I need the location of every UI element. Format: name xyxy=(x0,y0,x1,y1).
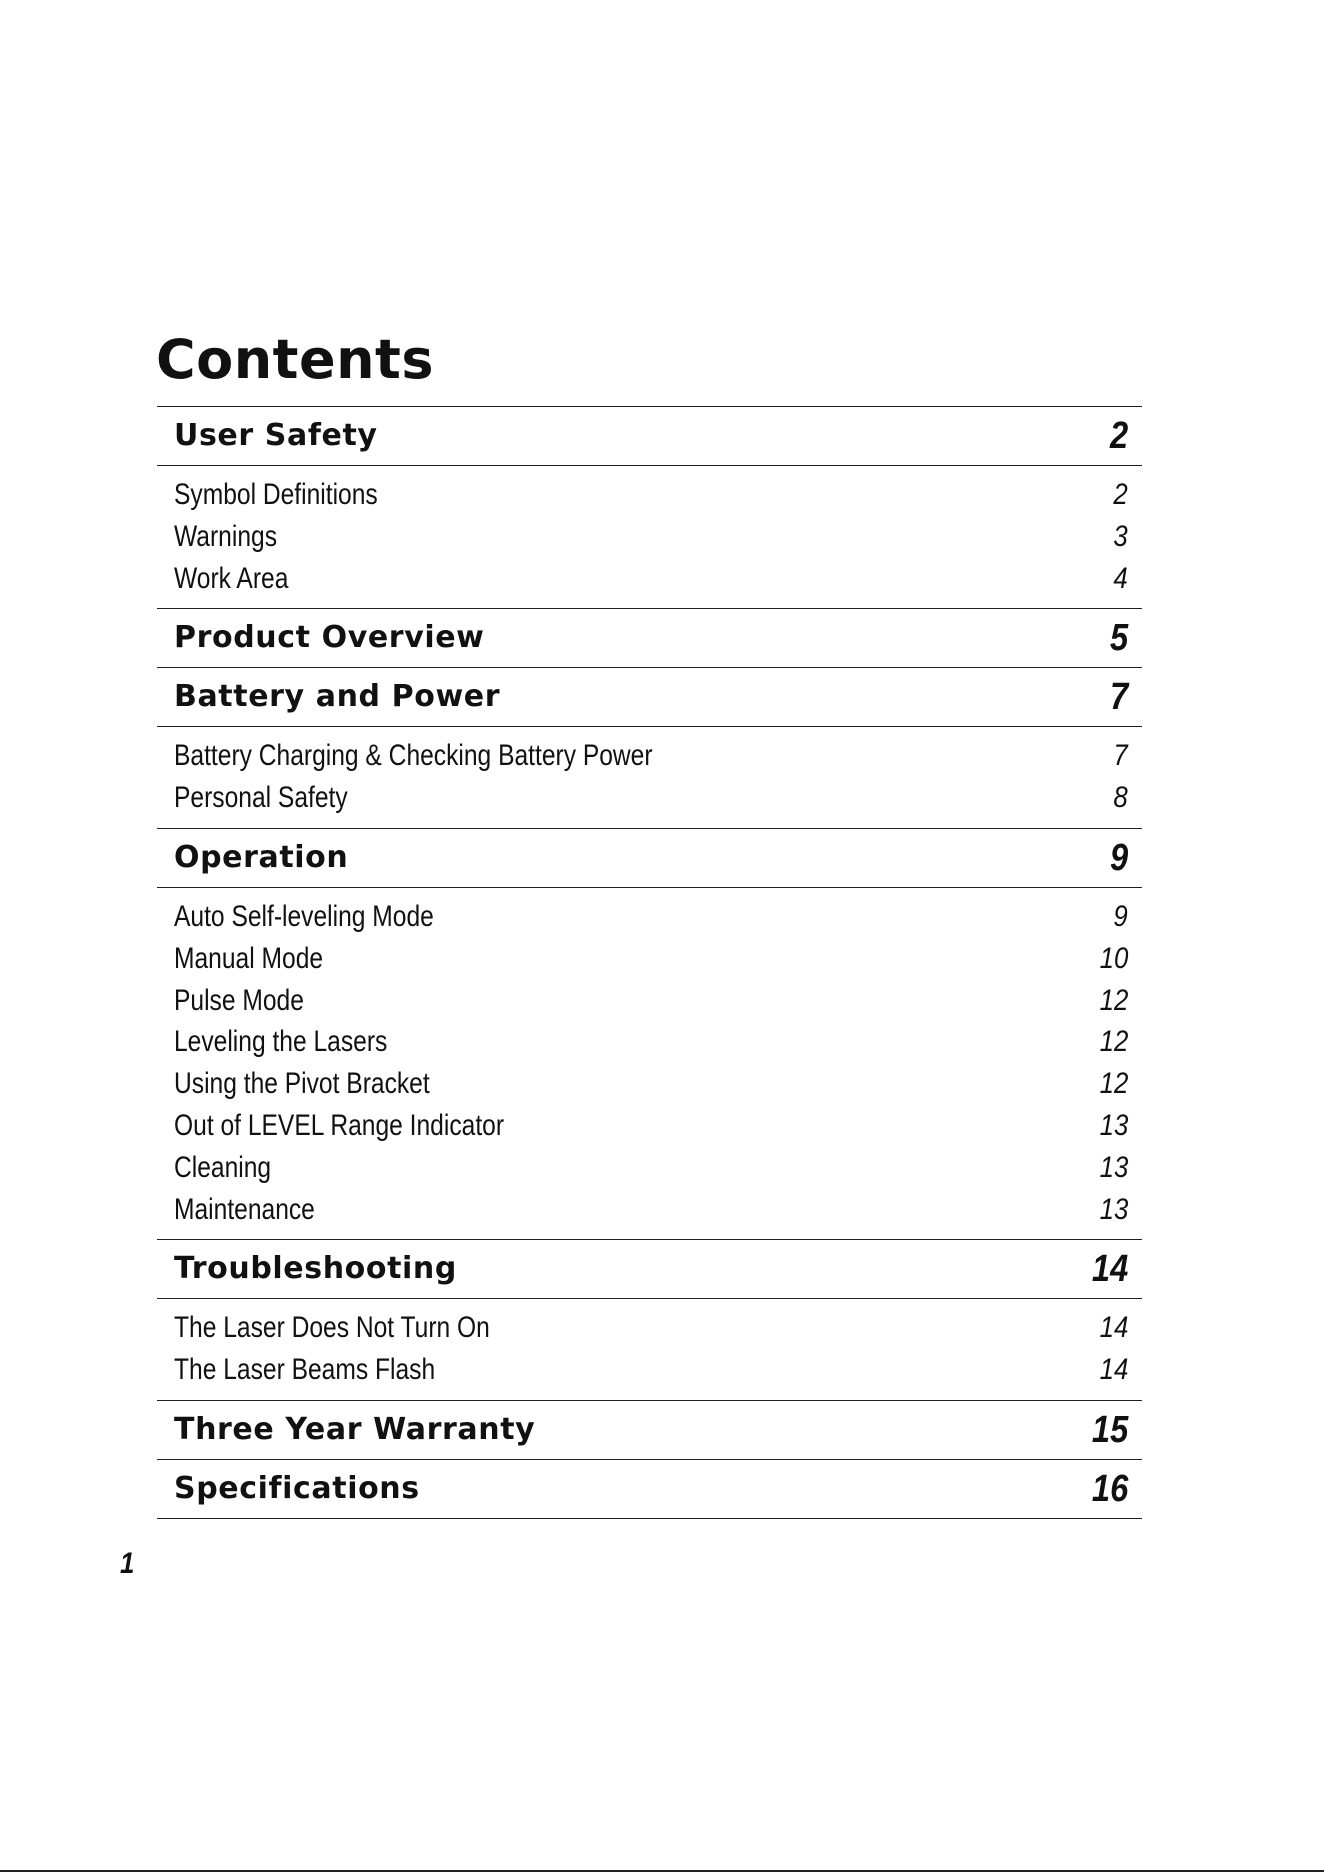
toc-entry-page-number: 10 xyxy=(1099,941,1128,975)
toc-section-heading[interactable] xyxy=(157,407,1142,465)
toc-entry-page-number: 14 xyxy=(1099,1353,1128,1387)
toc-section-heading[interactable] xyxy=(157,668,1142,726)
toc-entry-page-number: 2 xyxy=(1113,478,1128,511)
toc-section-page-number: 2 xyxy=(1109,415,1128,457)
table-of-contents xyxy=(157,406,1142,1519)
toc-section-title: Troubleshooting xyxy=(174,1251,457,1287)
toc-entry[interactable] xyxy=(157,1307,1142,1349)
toc-entry-page-number: 14 xyxy=(1099,1311,1128,1345)
toc-entry-title: Warnings xyxy=(174,519,277,553)
toc-section xyxy=(157,407,1142,609)
toc-entry[interactable] xyxy=(157,1189,1142,1231)
toc-entry[interactable] xyxy=(157,1021,1142,1063)
toc-entry-page-number: 7 xyxy=(1113,739,1128,773)
toc-entry-title: Leveling the Lasers xyxy=(174,1025,388,1059)
toc-entry[interactable] xyxy=(157,938,1142,980)
toc-entry[interactable] xyxy=(157,1063,1142,1105)
toc-section xyxy=(157,829,1142,1240)
toc-entry-page-number: 8 xyxy=(1113,781,1128,815)
toc-entry-title: Cleaning xyxy=(174,1150,272,1184)
toc-entry-title: The Laser Does Not Turn On xyxy=(174,1311,490,1345)
toc-entry[interactable] xyxy=(157,1105,1142,1147)
toc-entry-title: Maintenance xyxy=(174,1192,315,1226)
toc-entry-title: Battery Charging & Checking Battery Power xyxy=(174,739,653,773)
toc-entry-page-number: 13 xyxy=(1099,1192,1128,1226)
toc-entry-page-number: 3 xyxy=(1113,519,1128,553)
toc-entry[interactable] xyxy=(157,474,1142,516)
toc-entry-page-number: 12 xyxy=(1099,1067,1128,1101)
toc-entry-title: Work Area xyxy=(174,561,289,595)
toc-section-title: Product Overview xyxy=(174,620,485,656)
toc-section-title: Specifications xyxy=(174,1470,420,1506)
toc-section xyxy=(157,1240,1142,1401)
toc-entry[interactable] xyxy=(157,896,1142,938)
toc-section-title: Operation xyxy=(174,839,349,875)
toc-section-title: User Safety xyxy=(174,418,378,453)
toc-subsection-list xyxy=(157,887,1142,1239)
toc-entry[interactable] xyxy=(157,516,1142,558)
toc-entry-page-number: 12 xyxy=(1099,983,1128,1017)
toc-entry[interactable] xyxy=(157,1147,1142,1189)
toc-section-heading[interactable] xyxy=(157,1460,1142,1518)
toc-entry-page-number: 9 xyxy=(1113,899,1128,933)
toc-entry-title: Out of LEVEL Range Indicator xyxy=(174,1108,505,1142)
toc-entry-title: The Laser Beams Flash xyxy=(174,1353,436,1387)
toc-subsection-list xyxy=(157,1298,1142,1400)
toc-entry-title: Symbol Definitions xyxy=(174,478,378,511)
toc-section-heading[interactable] xyxy=(157,1240,1142,1298)
toc-entry-page-number: 12 xyxy=(1099,1025,1128,1059)
page-number: 1 xyxy=(120,1547,135,1580)
toc-entry-page-number: 4 xyxy=(1113,561,1128,595)
toc-section xyxy=(157,1401,1142,1460)
toc-section-heading[interactable] xyxy=(157,609,1142,667)
toc-section-page-number: 7 xyxy=(1109,676,1128,719)
toc-section-page-number: 14 xyxy=(1091,1248,1128,1291)
toc-section-title: Three Year Warranty xyxy=(174,1411,536,1447)
toc-entry-title: Auto Self-leveling Mode xyxy=(174,899,434,933)
toc-section xyxy=(157,668,1142,829)
toc-entry[interactable] xyxy=(157,735,1142,777)
toc-section-page-number: 15 xyxy=(1091,1408,1128,1451)
toc-entry[interactable] xyxy=(157,980,1142,1022)
page-title: Contents xyxy=(156,328,435,391)
toc-entry[interactable] xyxy=(157,1349,1142,1391)
toc-entry-title: Using the Pivot Bracket xyxy=(174,1067,430,1101)
toc-section-heading[interactable] xyxy=(157,1401,1142,1459)
toc-section-page-number: 5 xyxy=(1109,617,1128,660)
toc-entry[interactable] xyxy=(157,558,1142,600)
toc-subsection-list xyxy=(157,465,1142,608)
toc-entry-title: Manual Mode xyxy=(174,941,324,975)
toc-section-title: Battery and Power xyxy=(174,679,501,715)
toc-entry-title: Personal Safety xyxy=(174,781,348,815)
toc-subsection-list xyxy=(157,726,1142,828)
toc-entry[interactable] xyxy=(157,777,1142,819)
toc-entry-page-number: 13 xyxy=(1099,1150,1128,1184)
toc-section-page-number: 16 xyxy=(1091,1467,1128,1510)
toc-section-page-number: 9 xyxy=(1109,836,1128,879)
toc-section-heading[interactable] xyxy=(157,829,1142,887)
toc-section xyxy=(157,609,1142,668)
toc-section xyxy=(157,1460,1142,1519)
toc-entry-page-number: 13 xyxy=(1099,1108,1128,1142)
toc-entry-title: Pulse Mode xyxy=(174,983,304,1017)
